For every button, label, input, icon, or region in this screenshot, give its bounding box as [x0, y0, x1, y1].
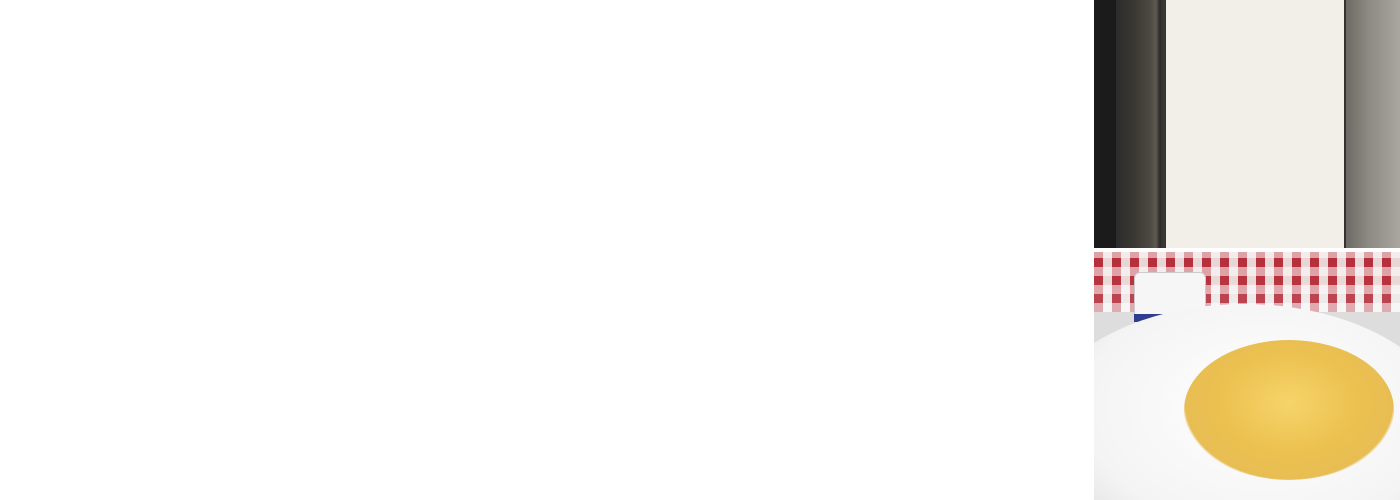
wine-list-photo	[1094, 0, 1400, 248]
pasta-dish-photo	[1094, 252, 1400, 500]
wine-list-ruler	[1094, 0, 1116, 248]
wine-list-card	[1166, 0, 1344, 248]
tortellini-pasta	[1184, 340, 1394, 480]
wine-list-background	[1346, 0, 1400, 248]
